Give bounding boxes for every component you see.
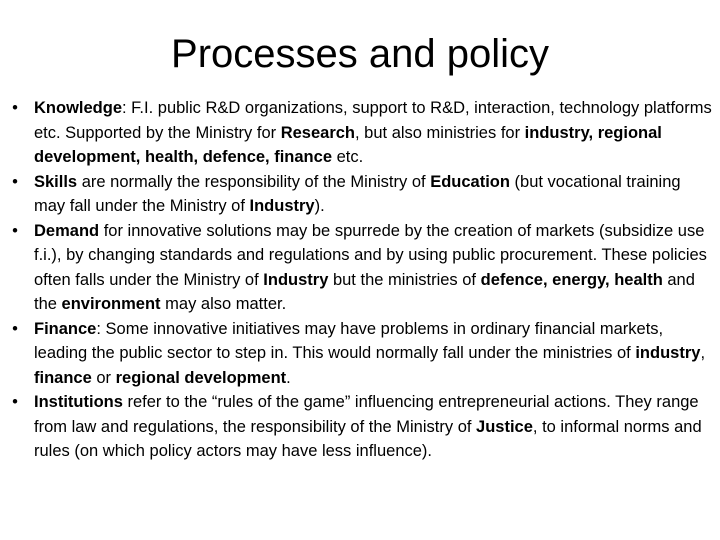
bullet-emphasis-text: Knowledge [34, 99, 123, 117]
bullet-emphasis-text: Finance [34, 319, 97, 338]
bullet-emphasis-text: Demand [34, 221, 100, 240]
bullet-item [0, 219, 720, 317]
bullet-emphasis-text: industry, regional development, health, defence, finance [34, 123, 662, 166]
bullet-text: (but vocational training may fall under the Ministry of [34, 172, 681, 215]
bullet-text: . [286, 368, 291, 387]
bullet-emphasis-text: Industry [249, 197, 315, 215]
bullet-text: may also matter. [160, 295, 287, 313]
bullet-emphasis-text: Skills [34, 172, 78, 191]
bullet-emphasis-text: regional development [115, 368, 287, 387]
bullet-text: , but also ministries for [355, 123, 525, 142]
bullet-emphasis-text: environment [61, 295, 161, 313]
bullet-item [0, 390, 720, 464]
bullet-text: : F.I. public R&D organizations, support to R&D, interaction, technology platforms etc. Supported by the Ministry for [34, 99, 712, 142]
bullet-dot-icon: • [12, 393, 18, 411]
bullet-dot-icon: • [12, 319, 18, 338]
bullet-text: , to informal norms and rules (on which policy actors may have less influence). [34, 417, 702, 460]
bullet-item [0, 96, 720, 170]
bullet-text: or [91, 368, 116, 387]
bullet-item [0, 317, 720, 391]
bullet-emphasis-text: finance [34, 368, 92, 387]
bullet-text: are normally the responsibility of the Ministry of [77, 172, 431, 191]
bullet-emphasis-text: industry [635, 344, 701, 362]
bullet-text: , [700, 344, 706, 362]
bullet-text: etc. [332, 148, 364, 166]
bullet-list [0, 96, 720, 464]
bullet-text: refer to the “rules of the game” influencing entrepreneurial actions. They range from law and regulations, the responsibility of the Ministry of [34, 393, 699, 436]
bullet-item [0, 170, 720, 219]
bullet-emphasis-text: defence, energy, health [480, 270, 663, 289]
bullet-dot-icon: • [12, 172, 18, 191]
bullet-emphasis-text: Education [430, 172, 510, 191]
bullet-dot-icon: • [12, 99, 18, 117]
bullet-text: and the [34, 270, 695, 313]
bullet-text: for innovative solutions may be spurrede by the creation of markets (subsidize use f.i.), by changing standards and regulations and by using public procurement. These policies often falls under the Ministry of [34, 221, 707, 289]
bullet-dot-icon: • [12, 221, 18, 240]
slide-title: Processes and policy [171, 32, 549, 76]
bullet-text: ). [314, 197, 325, 215]
bullet-emphasis-text: Research [280, 123, 356, 142]
bullet-emphasis-text: Industry [263, 270, 329, 289]
bullet-emphasis-text: Institutions [34, 393, 123, 411]
bullet-text: but the ministries of [328, 270, 481, 289]
bullet-emphasis-text: Justice [476, 417, 533, 436]
bullet-text: : Some innovative initiatives may have problems in ordinary financial markets, leading the public sector to step in. This would normally fall under the ministries of [34, 319, 664, 362]
